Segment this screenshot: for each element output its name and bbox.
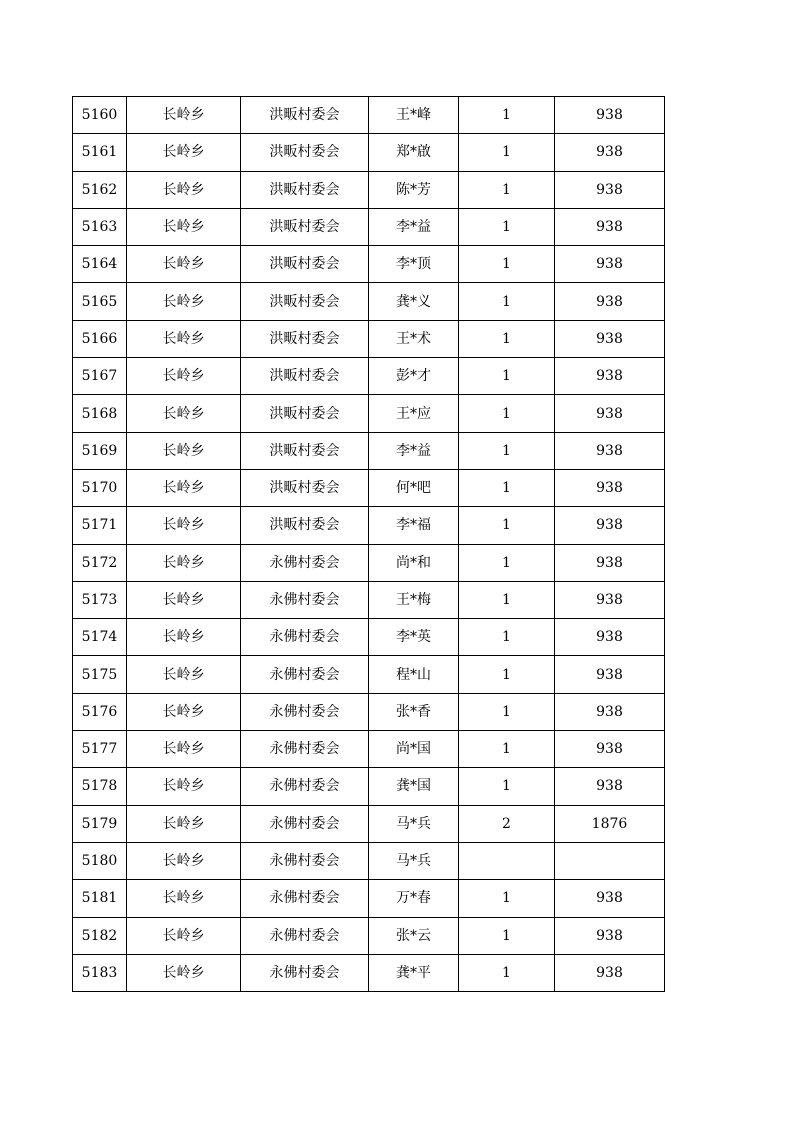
town-cell: 长岭乡 [127,544,241,581]
seq-cell: 5164 [73,246,127,283]
table-row [73,731,665,768]
amount-cell: 938 [555,246,665,283]
seq-cell: 5183 [73,954,127,991]
count-cell: 1 [459,358,555,395]
seq-cell: 5179 [73,805,127,842]
seq-cell: 5171 [73,507,127,544]
village-cell: 永佛村委会 [241,619,369,656]
table-row [73,208,665,245]
town-cell: 长岭乡 [127,693,241,730]
table-row [73,805,665,842]
name-cell: 何*吧 [369,469,459,506]
count-cell: 1 [459,917,555,954]
seq-cell: 5168 [73,395,127,432]
name-cell: 龚*国 [369,768,459,805]
town-cell: 长岭乡 [127,283,241,320]
amount-cell: 938 [555,581,665,618]
town-cell: 长岭乡 [127,171,241,208]
amount-cell: 938 [555,134,665,171]
name-cell: 马*兵 [369,805,459,842]
town-cell: 长岭乡 [127,97,241,134]
amount-cell: 1876 [555,805,665,842]
town-cell: 长岭乡 [127,358,241,395]
count-cell: 1 [459,171,555,208]
count-cell: 1 [459,320,555,357]
table-row [73,917,665,954]
amount-cell: 938 [555,656,665,693]
table-row [73,283,665,320]
count-cell: 1 [459,283,555,320]
roster-table-body [73,97,665,992]
village-cell: 洪畈村委会 [241,283,369,320]
name-cell: 程*山 [369,656,459,693]
count-cell: 1 [459,208,555,245]
table-row [73,246,665,283]
name-cell: 龚*平 [369,954,459,991]
amount-cell: 938 [555,469,665,506]
table-row [73,619,665,656]
village-cell: 永佛村委会 [241,917,369,954]
name-cell: 王*峰 [369,97,459,134]
seq-cell: 5170 [73,469,127,506]
town-cell: 长岭乡 [127,842,241,879]
amount-cell: 938 [555,432,665,469]
town-cell: 长岭乡 [127,768,241,805]
name-cell: 陈*芳 [369,171,459,208]
count-cell: 1 [459,469,555,506]
village-cell: 洪畈村委会 [241,358,369,395]
town-cell: 长岭乡 [127,954,241,991]
village-cell: 洪畈村委会 [241,171,369,208]
count-cell: 1 [459,731,555,768]
town-cell: 长岭乡 [127,880,241,917]
name-cell: 李*益 [369,208,459,245]
table-row [73,954,665,991]
village-cell: 永佛村委会 [241,768,369,805]
count-cell [459,842,555,879]
town-cell: 长岭乡 [127,581,241,618]
count-cell: 1 [459,954,555,991]
village-cell: 永佛村委会 [241,731,369,768]
town-cell: 长岭乡 [127,731,241,768]
amount-cell: 938 [555,954,665,991]
village-cell: 洪畈村委会 [241,432,369,469]
town-cell: 长岭乡 [127,395,241,432]
town-cell: 长岭乡 [127,432,241,469]
count-cell: 1 [459,134,555,171]
name-cell: 李*顶 [369,246,459,283]
town-cell: 长岭乡 [127,507,241,544]
amount-cell: 938 [555,208,665,245]
count-cell: 1 [459,544,555,581]
village-cell: 洪畈村委会 [241,507,369,544]
amount-cell: 938 [555,731,665,768]
seq-cell: 5175 [73,656,127,693]
village-cell: 洪畈村委会 [241,395,369,432]
table-row [73,656,665,693]
name-cell: 尚*国 [369,731,459,768]
amount-cell: 938 [555,358,665,395]
village-cell: 永佛村委会 [241,656,369,693]
name-cell: 王*术 [369,320,459,357]
town-cell: 长岭乡 [127,246,241,283]
seq-cell: 5165 [73,283,127,320]
table-row [73,320,665,357]
seq-cell: 5163 [73,208,127,245]
table-row [73,842,665,879]
table-row [73,395,665,432]
table-row [73,358,665,395]
seq-cell: 5161 [73,134,127,171]
seq-cell: 5167 [73,358,127,395]
table-row [73,469,665,506]
village-cell: 洪畈村委会 [241,469,369,506]
table-row [73,768,665,805]
seq-cell: 5180 [73,842,127,879]
count-cell: 1 [459,880,555,917]
name-cell: 龚*义 [369,283,459,320]
amount-cell: 938 [555,544,665,581]
roster-table [72,96,665,992]
seq-cell: 5177 [73,731,127,768]
seq-cell: 5174 [73,619,127,656]
table-row [73,171,665,208]
amount-cell: 938 [555,507,665,544]
table-row [73,880,665,917]
count-cell: 1 [459,507,555,544]
name-cell: 李*福 [369,507,459,544]
name-cell: 李*英 [369,619,459,656]
village-cell: 洪畈村委会 [241,134,369,171]
count-cell: 1 [459,97,555,134]
seq-cell: 5181 [73,880,127,917]
amount-cell: 938 [555,619,665,656]
name-cell: 王*梅 [369,581,459,618]
count-cell: 1 [459,432,555,469]
seq-cell: 5182 [73,917,127,954]
amount-cell [555,842,665,879]
seq-cell: 5172 [73,544,127,581]
name-cell: 彭*才 [369,358,459,395]
town-cell: 长岭乡 [127,134,241,171]
amount-cell: 938 [555,395,665,432]
seq-cell: 5173 [73,581,127,618]
count-cell: 1 [459,395,555,432]
count-cell: 1 [459,768,555,805]
village-cell: 永佛村委会 [241,693,369,730]
seq-cell: 5162 [73,171,127,208]
count-cell: 1 [459,619,555,656]
count-cell: 1 [459,693,555,730]
name-cell: 郑*啟 [369,134,459,171]
name-cell: 张*云 [369,917,459,954]
table-row [73,432,665,469]
village-cell: 永佛村委会 [241,581,369,618]
seq-cell: 5176 [73,693,127,730]
amount-cell: 938 [555,171,665,208]
amount-cell: 938 [555,880,665,917]
table-row [73,544,665,581]
amount-cell: 938 [555,320,665,357]
village-cell: 洪畈村委会 [241,320,369,357]
village-cell: 洪畈村委会 [241,246,369,283]
table-row [73,97,665,134]
amount-cell: 938 [555,917,665,954]
name-cell: 万*春 [369,880,459,917]
town-cell: 长岭乡 [127,917,241,954]
village-cell: 洪畈村委会 [241,97,369,134]
village-cell: 永佛村委会 [241,954,369,991]
count-cell: 1 [459,581,555,618]
name-cell: 马*兵 [369,842,459,879]
table-row [73,581,665,618]
village-cell: 永佛村委会 [241,880,369,917]
town-cell: 长岭乡 [127,805,241,842]
town-cell: 长岭乡 [127,656,241,693]
table-row [73,507,665,544]
table-row [73,693,665,730]
count-cell: 2 [459,805,555,842]
amount-cell: 938 [555,283,665,320]
name-cell: 王*应 [369,395,459,432]
town-cell: 长岭乡 [127,469,241,506]
name-cell: 李*益 [369,432,459,469]
count-cell: 1 [459,246,555,283]
amount-cell: 938 [555,768,665,805]
name-cell: 张*香 [369,693,459,730]
town-cell: 长岭乡 [127,208,241,245]
seq-cell: 5169 [73,432,127,469]
village-cell: 永佛村委会 [241,544,369,581]
seq-cell: 5160 [73,97,127,134]
amount-cell: 938 [555,97,665,134]
town-cell: 长岭乡 [127,320,241,357]
table-row [73,134,665,171]
village-cell: 洪畈村委会 [241,208,369,245]
seq-cell: 5166 [73,320,127,357]
town-cell: 长岭乡 [127,619,241,656]
village-cell: 永佛村委会 [241,805,369,842]
amount-cell: 938 [555,693,665,730]
count-cell: 1 [459,656,555,693]
seq-cell: 5178 [73,768,127,805]
name-cell: 尚*和 [369,544,459,581]
village-cell: 永佛村委会 [241,842,369,879]
